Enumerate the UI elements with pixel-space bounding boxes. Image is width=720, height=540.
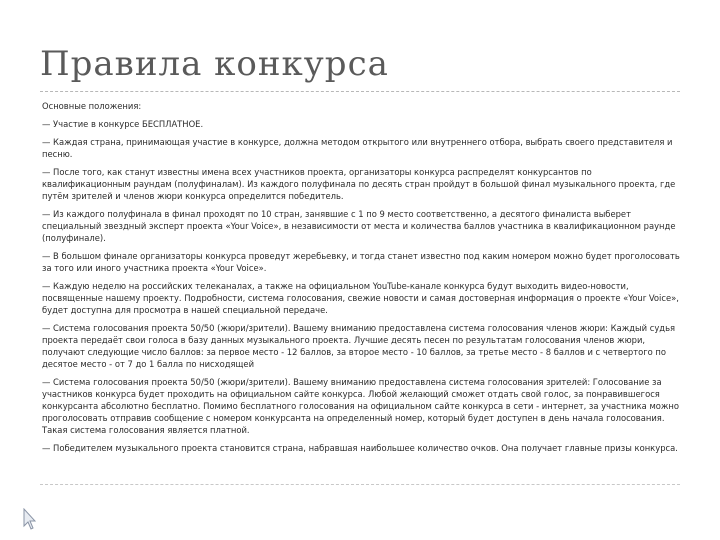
rules-content bbox=[42, 100, 682, 460]
page-title: Правила конкурса bbox=[40, 44, 389, 84]
rule-paragraph-2: — Каждая страна, принимающая участие в конкурсе, должна методом открытого или внутреннего отбора, выбрать своего представителя и песню. bbox=[42, 137, 673, 159]
rule-paragraph-1: — Участие в конкурсе БЕСПЛАТНОЕ. bbox=[42, 119, 204, 129]
rule-paragraph-9: — Победителем музыкального проекта становится страна, набравшая наибольшее количество очков. Она получает главные призы конкурса. bbox=[42, 443, 678, 453]
rule-paragraph-6: — Каждую неделю на российских телеканалах, а также на официальном YouTube-канале конкурса будут выходить видео-новости, посвященные нашему проекту. Подробности, система голосования, свежие новости и самая достоверная информация о проекте «Your Voice», будет доступна для просмотра в нашей специальной передаче. bbox=[42, 281, 679, 315]
pointer-arrow-icon bbox=[22, 508, 36, 530]
rule-paragraph-5: — В большом финале организаторы конкурса проведут жеребьевку, и тогда станет известно под каким номером можно будет проголосовать за того или иного участника проекта «Your Voice». bbox=[42, 251, 680, 273]
rule-paragraph-8: — Система голосования проекта 50/50 (жюри/зрители). Вашему вниманию предоставлена система голосования зрителей: Голосование за участников конкурса будет проходить на официальном сайте конкурса. Любой желающий сможет отдать свой голос, за понравившегося конкурсанта абсолютно бесплатно. Помимо бесплатного голосования на официальном сайте конкурса в сети - интернет, за участника можно проголосовать отправив сообщение с номером конкурсанта на определенный номер, который будет доступен в день начала голосования. Такая система голосования является платной. bbox=[42, 377, 680, 435]
rule-paragraph-3: — После того, как станут известны имена всех участников проекта, организаторы конкурса распределят конкурсантов по квалификационным раундам (полуфиналам). Из каждого полуфинала по десять стран пройдут в большой финал музыкального проекта, где путём зрителей и членов жюри конкурса определится победитель. bbox=[42, 167, 676, 201]
footer-divider bbox=[40, 484, 680, 485]
section-heading: Основные положения: bbox=[42, 101, 142, 111]
rule-paragraph-7: — Система голосования проекта 50/50 (жюри/зрители). Вашему вниманию предоставлена система голосования членов жюри: Каждый судья проекта передаёт свои голоса в базу данных музыкального проекта. Лучшие десять песен по результатам голосования членов жюри, получают следующие число баллов: за первое место - 12 баллов, за второе место - 10 баллов, за третье место - 8 баллов и с четвертого по десятое место - от 7 до 1 балла по нисходящей bbox=[42, 323, 676, 369]
rule-paragraph-4: — Из каждого полуфинала в финал проходят по 10 стран, занявшие с 1 по 9 место соответственно, а десятого финалиста выберет специальный звездный эксперт проекта «Your Voice», в независимости от места и количества баллов участника в квалификационном раунде (полуфинале). bbox=[42, 209, 676, 243]
title-divider bbox=[40, 91, 680, 92]
